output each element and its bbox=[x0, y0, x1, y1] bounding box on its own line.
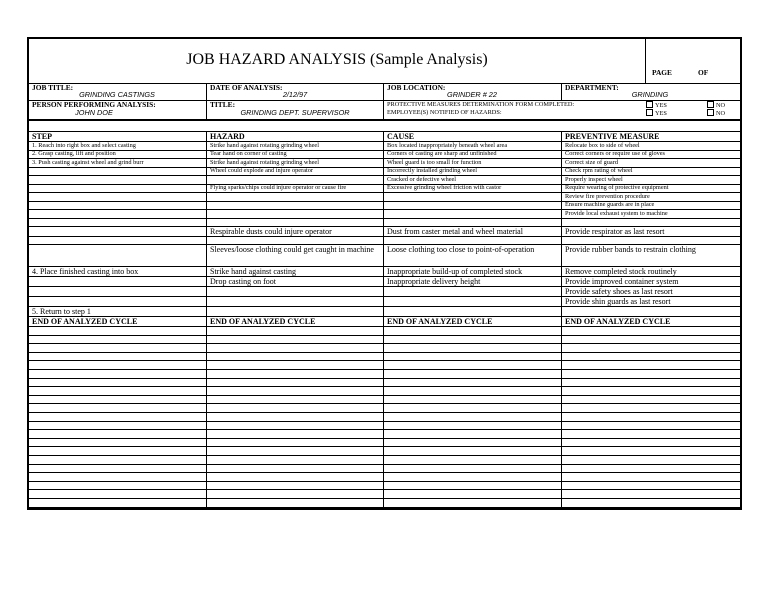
table-cell: Box located inappropriately beneath wheel area bbox=[387, 141, 508, 149]
table-cell: Excessive grinding wheel friction with castor bbox=[387, 184, 502, 191]
table-cell: 5. Return to step 1 bbox=[32, 307, 91, 316]
table-row-rule bbox=[29, 369, 740, 370]
header-rule bbox=[29, 83, 740, 84]
checkbox-icon bbox=[707, 109, 714, 116]
table-cell: Correct corners or require use of gloves bbox=[565, 150, 666, 157]
table-cell: Sleeves/loose clothing could get caught in machine bbox=[210, 245, 374, 254]
table-cell: 3. Push casting against wheel and grind burr bbox=[32, 158, 144, 166]
table-divider-2 bbox=[383, 131, 384, 510]
no-label: NO bbox=[716, 110, 726, 117]
table-cell: Ensure machine guards are in place bbox=[565, 201, 655, 208]
table-row-rule bbox=[29, 326, 740, 327]
table-cell: Review fire prevention procedure bbox=[565, 192, 650, 200]
department-label: DEPARTMENT: bbox=[565, 83, 619, 92]
table-cell: Strike hand against casting bbox=[210, 267, 296, 276]
table-cell: Properly inspect wheel bbox=[565, 175, 623, 183]
date-value: 2/12/97 bbox=[282, 90, 308, 99]
table-cell: Dust from caster metal and wheel material bbox=[387, 227, 523, 236]
end-of-cycle-label: END OF ANALYZED CYCLE bbox=[565, 317, 671, 326]
table-row-rule bbox=[29, 175, 740, 176]
table-cell: 4. Place finished casting into box bbox=[32, 267, 139, 276]
info-divider-3 bbox=[561, 83, 562, 101]
page-box-divider bbox=[645, 39, 646, 83]
table-row-rule bbox=[29, 386, 740, 387]
end-of-cycle-label: END OF ANALYZED CYCLE bbox=[387, 317, 493, 326]
title-label: TITLE: bbox=[210, 100, 236, 109]
table-cell: Loose clothing too close to point-of-operation bbox=[387, 245, 535, 254]
title-value: GRINDING DEPT. SUPERVISOR bbox=[240, 108, 350, 117]
column-header: CAUSE bbox=[387, 132, 415, 141]
table-cell: Relocate box to side of wheel bbox=[565, 141, 640, 149]
table-row-rule bbox=[29, 306, 740, 307]
column-header: PREVENTIVE MEASURE bbox=[565, 132, 660, 141]
table-cell: Require wearing of protective equipment bbox=[565, 184, 669, 191]
table-row-rule bbox=[29, 236, 740, 237]
of-label: OF bbox=[698, 68, 709, 77]
table-cell: Strike hand against rotating grinding wheel bbox=[210, 158, 319, 166]
checkbox-icon bbox=[646, 101, 653, 108]
notified-yes-option[interactable] bbox=[646, 109, 667, 118]
table-row-rule bbox=[29, 481, 740, 482]
table-row-rule bbox=[29, 438, 740, 439]
table-row-rule bbox=[29, 360, 740, 361]
notified-no-option[interactable] bbox=[707, 109, 725, 118]
checkbox-icon bbox=[646, 109, 653, 116]
table-row-rule bbox=[29, 446, 740, 447]
end-of-cycle-label: END OF ANALYZED CYCLE bbox=[32, 317, 138, 326]
column-header: STEP bbox=[32, 132, 53, 141]
table-divider-3 bbox=[561, 131, 562, 510]
table-cell: Respirable dusts could injure operator bbox=[210, 227, 332, 236]
table-row-rule bbox=[29, 218, 740, 219]
table-row-rule bbox=[29, 429, 740, 430]
table-row-rule bbox=[29, 421, 740, 422]
table-row-rule bbox=[29, 472, 740, 473]
table-cell: Incorrectly installed grinding wheel bbox=[387, 167, 478, 174]
checkbox-icon bbox=[707, 101, 714, 108]
table-row-rule bbox=[29, 498, 740, 499]
table-cell: Drop casting on foot bbox=[210, 277, 276, 286]
table-cell: 1. Reach into right box and select casting bbox=[32, 141, 136, 149]
table-row-rule bbox=[29, 167, 740, 168]
person-label: PERSON PERFORMING ANALYSIS: bbox=[32, 100, 156, 109]
table-cell: Provide respirator as last resort bbox=[565, 227, 665, 236]
table-cell: Flying sparks/chips could injure operator or cause fire bbox=[210, 184, 347, 191]
table-row-rule bbox=[29, 335, 740, 336]
department-value: GRINDING bbox=[631, 90, 669, 99]
table-cell: Inappropriate build-up of completed stock bbox=[387, 267, 523, 276]
table-cell: Provide shin guards as last resort bbox=[565, 297, 671, 306]
page-label: PAGE bbox=[652, 68, 672, 77]
table-cell: 2. Grasp casting, lift and position bbox=[32, 150, 116, 157]
end-of-cycle-label: END OF ANALYZED CYCLE bbox=[210, 317, 316, 326]
table-row-rule bbox=[29, 403, 740, 404]
job-hazard-analysis-form bbox=[27, 37, 742, 510]
form-title: JOB HAZARD ANALYSIS (Sample Analysis) bbox=[186, 51, 488, 68]
table-cell: Check rpm rating of wheel bbox=[565, 167, 633, 174]
table-cell: Provide improved container system bbox=[565, 277, 679, 286]
protective-measures-label: PROTECTIVE MEASURES DETERMINATION FORM COMPLETED: bbox=[387, 101, 575, 108]
location-label: JOB LOCATION: bbox=[387, 83, 446, 92]
table-cell: Inappropriate delivery height bbox=[387, 277, 481, 286]
person-value: JOHN DOE bbox=[75, 108, 113, 117]
job-title-value: GRINDING CASTINGS bbox=[79, 90, 155, 99]
date-label: DATE OF ANALYSIS: bbox=[210, 83, 283, 92]
table-cell: Provide rubber bands to restrain clothing bbox=[565, 245, 696, 254]
table-cell: Corners of casting are sharp and unfinished bbox=[387, 150, 497, 157]
table-row-rule bbox=[29, 489, 740, 490]
table-divider-1 bbox=[206, 131, 207, 510]
info-rule-2 bbox=[29, 119, 740, 121]
table-cell: Tear hand on corner of casting bbox=[210, 150, 287, 157]
table-cell: Remove completed stock routinely bbox=[565, 267, 677, 276]
table-row-rule bbox=[29, 395, 740, 396]
column-header: HAZARD bbox=[210, 132, 245, 141]
table-cell: Correct size of guard bbox=[565, 158, 618, 166]
table-row-rule bbox=[29, 507, 740, 508]
table-row-rule bbox=[29, 378, 740, 379]
info-divider-1 bbox=[206, 83, 207, 119]
table-row-rule bbox=[29, 455, 740, 456]
info-divider-2 bbox=[383, 83, 384, 119]
table-cell: Provide local exhaust system to machine bbox=[565, 209, 668, 217]
table-cell: Wheel guard is too small for function bbox=[387, 158, 482, 166]
table-cell: Strike hand against rotating grinding wheel bbox=[210, 141, 319, 149]
employees-notified-label: EMPLOYEE(S) NOTIFIED OF HAZARDS: bbox=[387, 109, 502, 116]
table-cell: Wheel could explode and injure operator bbox=[210, 167, 313, 174]
table-row-rule bbox=[29, 464, 740, 465]
location-value: GRINDER # 22 bbox=[447, 90, 497, 99]
job-title-label: JOB TITLE: bbox=[32, 83, 74, 92]
table-cell: Provide safety shoes as last resort bbox=[565, 287, 673, 296]
table-row-rule bbox=[29, 412, 740, 413]
yes-label: YES bbox=[655, 110, 667, 117]
yes-label: YES bbox=[655, 102, 667, 109]
table-cell: Cracked or defective wheel bbox=[387, 175, 457, 183]
no-label: NO bbox=[716, 102, 726, 109]
table-row-rule bbox=[29, 352, 740, 353]
table-row-rule bbox=[29, 343, 740, 344]
